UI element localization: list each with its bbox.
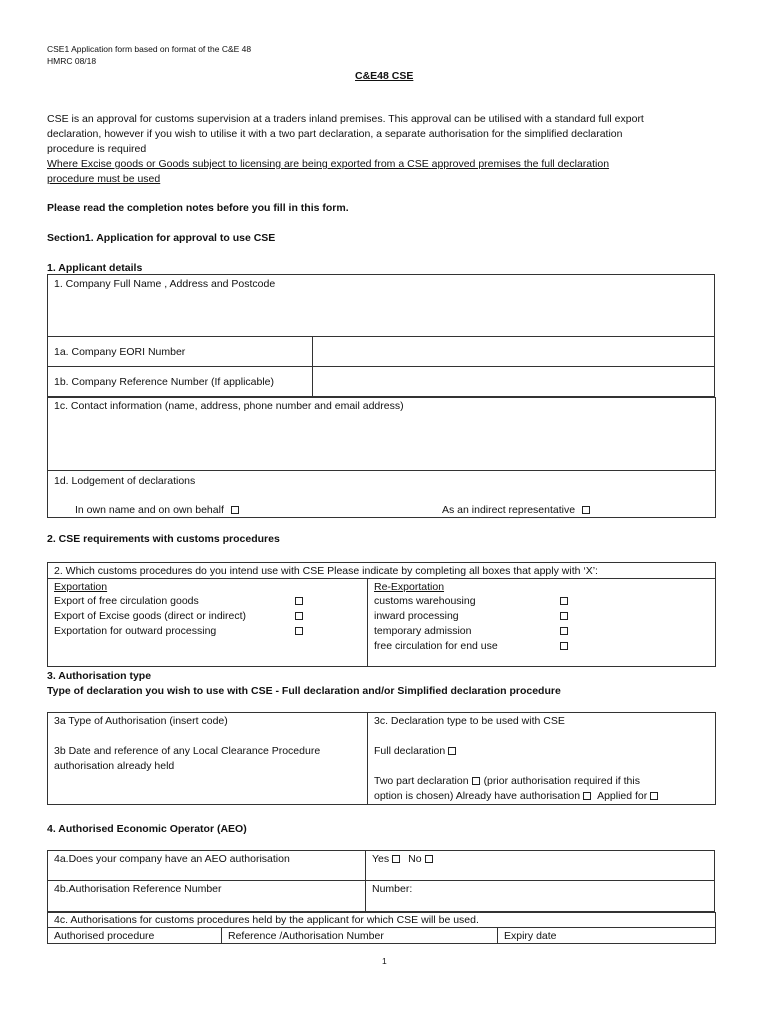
aeo-yes-checkbox[interactable]: [392, 855, 400, 863]
row-divider: [47, 578, 716, 579]
reexport-item: customs warehousing: [374, 595, 476, 607]
row-divider: [47, 366, 715, 367]
reexport-item: temporary admission: [374, 625, 472, 637]
aeo-heading: 4. Authorised Economic Operator (AEO): [47, 823, 247, 835]
aeo-number-label: Number:: [372, 883, 413, 895]
column-divider: [367, 712, 368, 805]
eori-label: 1a. Company EORI Number: [54, 346, 186, 358]
exportation-heading: Exportation: [54, 581, 108, 593]
row-divider: [47, 927, 716, 928]
two-part-checkbox[interactable]: [472, 777, 480, 785]
full-declaration-option: [374, 744, 456, 758]
export-excise-checkbox[interactable]: [295, 612, 303, 620]
two-part-option: [374, 774, 640, 788]
export-free-circulation-checkbox[interactable]: [295, 597, 303, 605]
company-ref-input[interactable]: [314, 368, 713, 395]
company-ref-label: 1b. Company Reference Number (If applicable): [54, 376, 275, 388]
aeo-no-label: No: [408, 853, 422, 865]
eori-input[interactable]: [314, 338, 713, 365]
declaration-type-subheading: Type of declaration you wish to use with CSE - Full declaration and/or Simplified declaration procedure: [47, 685, 561, 697]
column-divider: [221, 927, 222, 944]
aeo-ref-label: 4b.Authorisation Reference Number: [54, 883, 222, 895]
intro-line: CSE is an approval for customs supervision at a traders inland premises. This approval can be utilised with a standard full export: [47, 113, 644, 125]
export-item: Export of Excise goods (direct or indirect): [54, 610, 246, 622]
declaration-type-label: 3c. Declaration type to be used with CSE: [374, 715, 565, 727]
two-part-label: Two part declaration: [374, 775, 469, 787]
export-item: Exportation for outward processing: [54, 625, 217, 637]
procedures-question: 2. Which customs procedures do you intend use with CSE Please indicate by completing all boxes that apply with ‘X’:: [54, 565, 598, 577]
indirect-rep-label: As an indirect representative: [442, 504, 576, 516]
export-item: Export of free circulation goods: [54, 595, 199, 607]
page-number: 1: [382, 956, 387, 966]
page-title: C&E48 CSE: [355, 70, 414, 82]
aeo-question-label: 4a.Does your company have an AEO authorisation: [54, 853, 290, 865]
applied-for-label: Applied for: [597, 790, 648, 802]
customs-warehousing-checkbox[interactable]: [560, 597, 568, 605]
column-divider: [312, 336, 313, 397]
excise-note-line: Where Excise goods or Goods subject to licensing are being exported from a CSE approved premises the full declaration: [47, 158, 610, 170]
reexportation-heading: Re-Exportation: [374, 581, 445, 593]
company-name-label: 1. Company Full Name , Address and Postcode: [54, 278, 276, 290]
indirect-rep-option: [442, 503, 590, 517]
lodgement-label: 1d. Lodgement of declarations: [54, 475, 196, 487]
read-notes-instruction: Please read the completion notes before you fill in this form.: [47, 202, 349, 214]
intro-line: declaration, however if you wish to utilise it with a two part declaration, a separate authorisation for the simplified declaration: [47, 128, 623, 140]
end-use-checkbox[interactable]: [560, 642, 568, 650]
row-divider: [47, 470, 716, 471]
contact-info-label: 1c. Contact information (name, address, phone number and email address): [54, 400, 404, 412]
form-reference: CSE1 Application form based on format of the C&E 48: [47, 44, 252, 54]
col-authorised-procedure: Authorised procedure: [54, 930, 155, 942]
full-declaration-checkbox[interactable]: [448, 747, 456, 755]
contact-info-input[interactable]: [49, 414, 714, 468]
applicant-details-heading: 1. Applicant details: [47, 262, 143, 274]
col-reference-number: Reference /Authorisation Number: [228, 930, 384, 942]
excise-note-line: procedure must be used: [47, 173, 161, 185]
authorisation-type-heading: 3. Authorisation type: [47, 670, 152, 682]
reexport-item: free circulation for end use: [374, 640, 498, 652]
indirect-rep-checkbox[interactable]: [582, 506, 590, 514]
already-have-label: option is chosen) Already have authorisation: [374, 790, 581, 802]
cse-requirements-heading: 2. CSE requirements with customs procedures: [47, 533, 280, 545]
section1-heading: Section1. Application for approval to use CSE: [47, 232, 276, 244]
authorisation-status-option: [374, 789, 658, 803]
aeo-number-input[interactable]: [420, 882, 713, 910]
lcp-label-cont: authorisation already held: [54, 760, 175, 772]
col-expiry-date: Expiry date: [504, 930, 557, 942]
hmrc-reference: HMRC 08/18: [47, 56, 97, 66]
export-outward-processing-checkbox[interactable]: [295, 627, 303, 635]
auth-type-label: 3a Type of Authorisation (insert code): [54, 715, 228, 727]
applied-for-checkbox[interactable]: [650, 792, 658, 800]
inward-processing-checkbox[interactable]: [560, 612, 568, 620]
aeo-yes-label: Yes: [372, 853, 390, 865]
row-divider: [47, 880, 715, 881]
aeo-yes-no: [372, 852, 433, 866]
own-name-option: [75, 503, 239, 517]
column-divider: [367, 578, 368, 667]
reexport-item: inward processing: [374, 610, 459, 622]
own-name-label: In own name and on own behalf: [75, 504, 224, 516]
own-name-checkbox[interactable]: [231, 506, 239, 514]
two-part-note: (prior authorisation required if this: [483, 775, 640, 787]
intro-paragraph: [47, 112, 737, 187]
lcp-label: 3b Date and reference of any Local Clearance Procedure: [54, 745, 321, 757]
column-divider: [497, 927, 498, 944]
already-have-checkbox[interactable]: [583, 792, 591, 800]
aeo-no-checkbox[interactable]: [425, 855, 433, 863]
temporary-admission-checkbox[interactable]: [560, 627, 568, 635]
intro-line: procedure is required: [47, 143, 147, 155]
full-declaration-label: Full declaration: [374, 745, 446, 757]
column-divider: [365, 850, 366, 912]
authorisations-held-label: 4c. Authorisations for customs procedures held by the applicant for which CSE will be used.: [54, 914, 479, 926]
